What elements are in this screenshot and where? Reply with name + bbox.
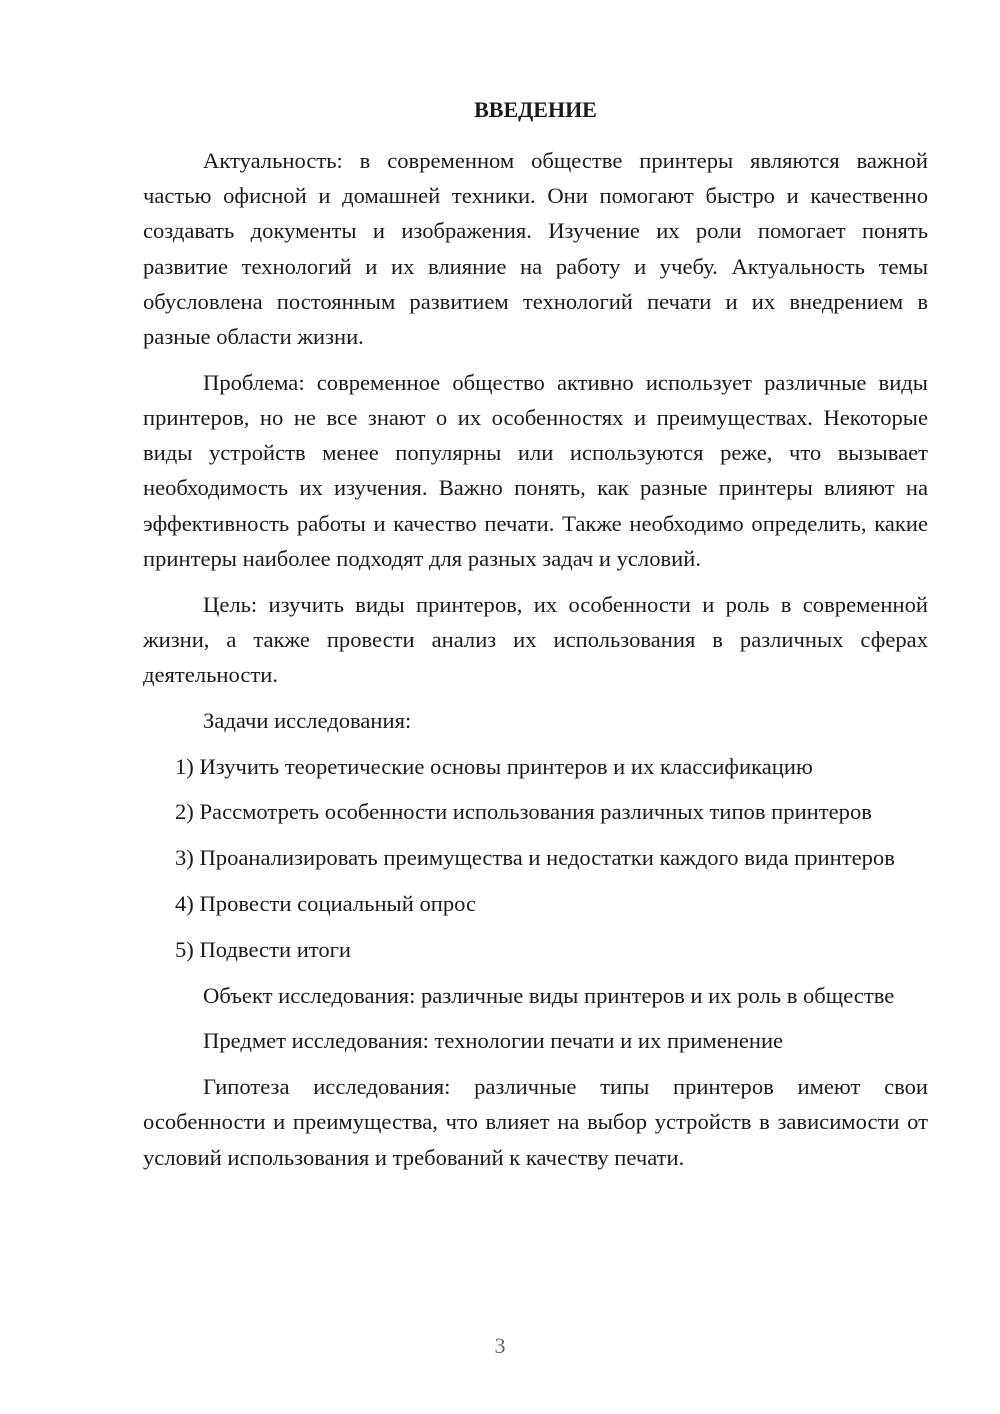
task-item-4: 4) Провести социальный опрос [175,891,477,917]
tasks-heading: Задачи исследования: [203,707,412,733]
task-item-1: 1) Изучить теоретические основы принтеров и их классификацию [175,753,813,779]
paragraph-subject: Предмет исследования: технологии печати и их применение [203,1028,784,1054]
section-title: ВВЕДЕНИЕ [474,97,597,122]
paragraph-goal: Цель: изучить виды принтеров, их особенности и роль в современной жизни, а также провести анализ их использования в различных сферах деятельности. [143,591,928,688]
paragraph-hypothesis: Гипотеза исследования: различные типы принтеров имеют свои особенности и преимущества, что влияет на выбор устройств в зависимости от условий использования и требований к качеству печати. [143,1074,928,1170]
paragraph-relevance: Актуальность: в современном обществе принтеры являются важной частью офисной и домашней техники. Они помогают быстро и качественно создавать документы и изображения. Изучение их роли помогает понять развитие технологий и их влияние на работу и учебу. Актуальность темы обусловлена постоянным развитием технологий печати и их внедрением в разные области жизни. [143,148,928,350]
document-page [143,95,928,1185]
task-item-5: 5) Подвести итоги [175,936,352,962]
task-item-3: 3) Проанализировать преимущества и недостатки каждого вида принтеров [175,845,895,871]
paragraph-problem: Проблема: современное общество активно использует различные виды принтеров, но не все знают о их особенностях и преимуществах. Некоторые виды устройств менее популярны или используются реже, что вызывает необходимость их изучения. Важно понять, как разные принтеры влияют на эффективность работы и качество печати. Также необходимо определить, какие принтеры наиболее подходят для разных задач и условий. [143,369,928,571]
paragraph-object: Объект исследования: различные виды принтеров и их роль в обществе [203,982,895,1008]
task-item-2: 2) Рассмотреть особенности использования различных типов принтеров [175,799,872,825]
page-number: 3 [494,1333,506,1358]
